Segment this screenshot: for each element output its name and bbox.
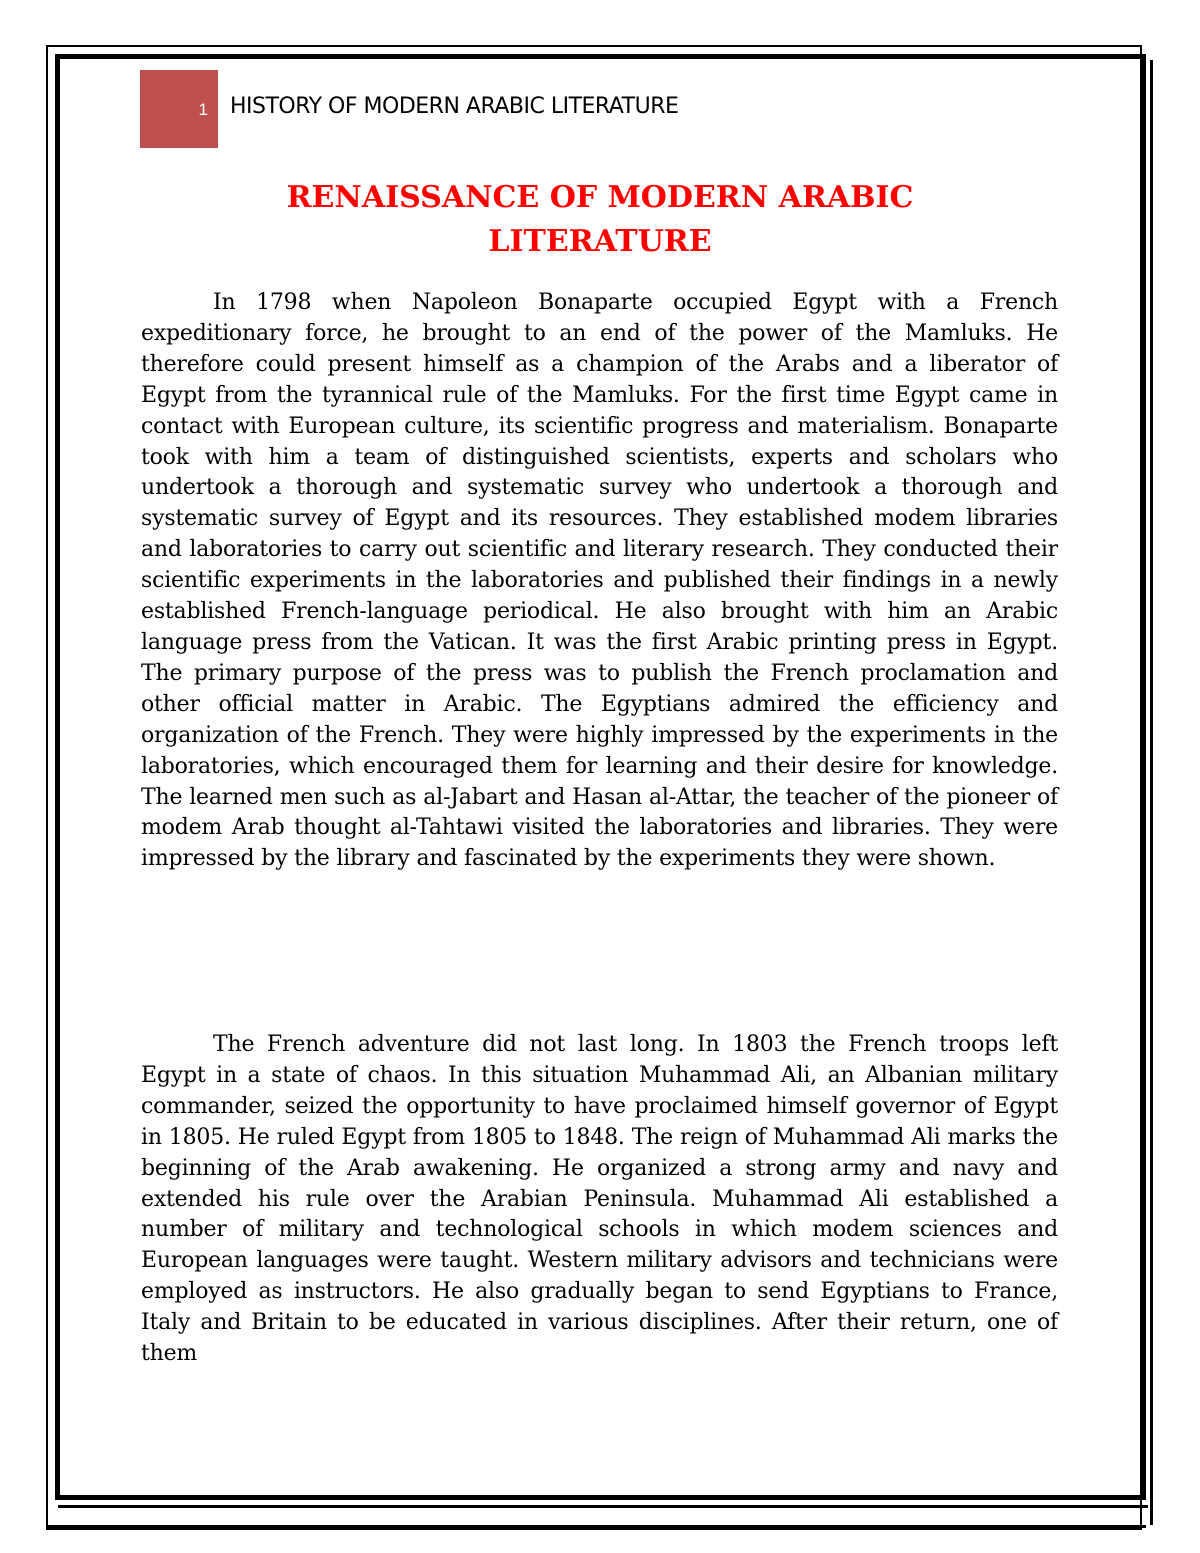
running-header: HISTORY OF MODERN ARABIC LITERATURE — [230, 94, 679, 119]
body-paragraph-1: In 1798 when Napoleon Bonaparte occupied Egypt with a French expeditionary force, he brought to an end of the power of the Mamluks. He therefore could present himself as a champion of the Arabs and a liberator of Egypt from the tyrannical rule of the Mamluks. For the first time Egypt came in contact with European culture, its scientific progress and materialism. Bonaparte took with him a team of distinguished scientists, experts and scholars who undertook a thorough and systematic survey who undertook a thorough and systematic survey of Egypt and its resources. They established modem libraries and laboratories to carry out scientific and literary research. They conducted their scientific experiments in the laboratories and published their findings in a newly established French-language periodical. He also brought with him an Arabic language press from the Vatican. It was the first Arabic printing press in Egypt. The primary purpose of the press was to publish the French proclamation and other official matter in Arabic. The Egyptians admired the efficiency and organization of the French. They were highly impressed by the experiments in the laboratories, which encouraged them for learning and their desire for knowledge. The learned men such as al-Jabart and Hasan al-Attar, the teacher of the pioneer of modem Arab thought al-Tahtawi visited the laboratories and libraries. They were impressed by the library and fascinated by the experiments they were shown. — [141, 290, 1058, 872]
body-paragraph-2: The French adventure did not last long. In 1803 the French troops left Egypt in a state of chaos. In this situation Muhammad Ali, an Albanian military commander, seized the opportunity to have proclaimed himself governor of Egypt in 1805. He ruled Egypt from 1805 to 1848. The reign of Muhammad Ali marks the beginning of the Arab awakening. He organized a strong army and navy and extended his rule over the Arabian Peninsula. Muhammad Ali established a number of military and technological schools in which modem sciences and European languages were taught. Western military advisors and technicians were employed as instructors. He also gradually began to send Egyptians to France, Italy and Britain to be educated in various disciplines. After their return, one of them — [141, 1032, 1058, 1367]
page-number: 1 — [198, 100, 208, 119]
page-border-bottom-line — [58, 1505, 1148, 1508]
page-border-right-line — [1150, 60, 1153, 1525]
document-title — [140, 176, 1060, 264]
document-title-line-1: RENAISSANCE OF MODERN ARABIC — [286, 180, 914, 215]
document-title-line-2: LITERATURE — [488, 224, 712, 259]
page-border-bottom-outer-line — [46, 1525, 1146, 1528]
page-number-box — [140, 70, 218, 148]
